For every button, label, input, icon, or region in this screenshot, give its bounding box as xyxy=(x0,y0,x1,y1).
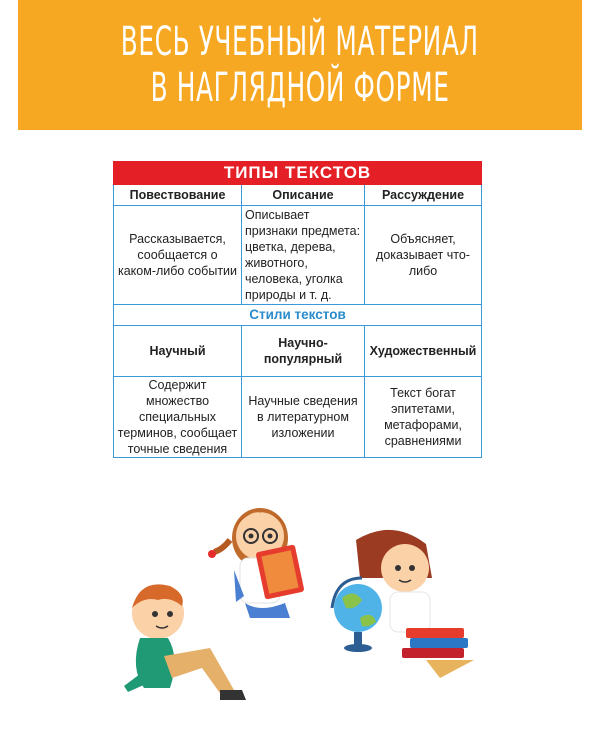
boy-sitting-icon xyxy=(124,584,246,700)
styles-subtitle: Стили текстов xyxy=(114,305,482,326)
type-text-narration: Рассказывается, сообщается о каком-либо событии xyxy=(114,206,242,305)
type-text-description: Описывает признаки предмета: цветка, дерева, животного, человека, уголка природы и т. д. xyxy=(242,206,365,305)
text-types-table xyxy=(113,161,482,458)
type-header-reasoning: Рассуждение xyxy=(365,185,482,206)
table-title: ТИПЫ ТЕКСТОВ xyxy=(114,162,482,185)
type-header-narration: Повествование xyxy=(114,185,242,206)
girl-reading-icon xyxy=(208,508,305,618)
children-reading-illustration xyxy=(110,478,480,730)
style-text-scientific: Содержит множество специальных терминов, сообщает точные сведения xyxy=(114,377,242,458)
type-text-reasoning: Объясняет, доказывает что-либо xyxy=(365,206,482,305)
banner-title-line-1: ВЕСЬ УЧЕБНЫЙ МАТЕРИАЛ xyxy=(121,19,479,65)
banner-title-line-2: В НАГЛЯДНОЙ ФОРМЕ xyxy=(150,65,450,111)
style-header-scientific: Научный xyxy=(114,326,242,377)
style-text-literary: Текст богат эпитетами, метафорами, сравнениями xyxy=(365,377,482,458)
style-header-popular-science: Научно-популярный xyxy=(242,326,365,377)
girl-globe-icon xyxy=(332,530,474,678)
type-header-description: Описание xyxy=(242,185,365,206)
header-banner xyxy=(18,0,582,130)
style-header-literary: Художественный xyxy=(365,326,482,377)
style-text-popular-science: Научные сведения в литературном изложении xyxy=(242,377,365,458)
